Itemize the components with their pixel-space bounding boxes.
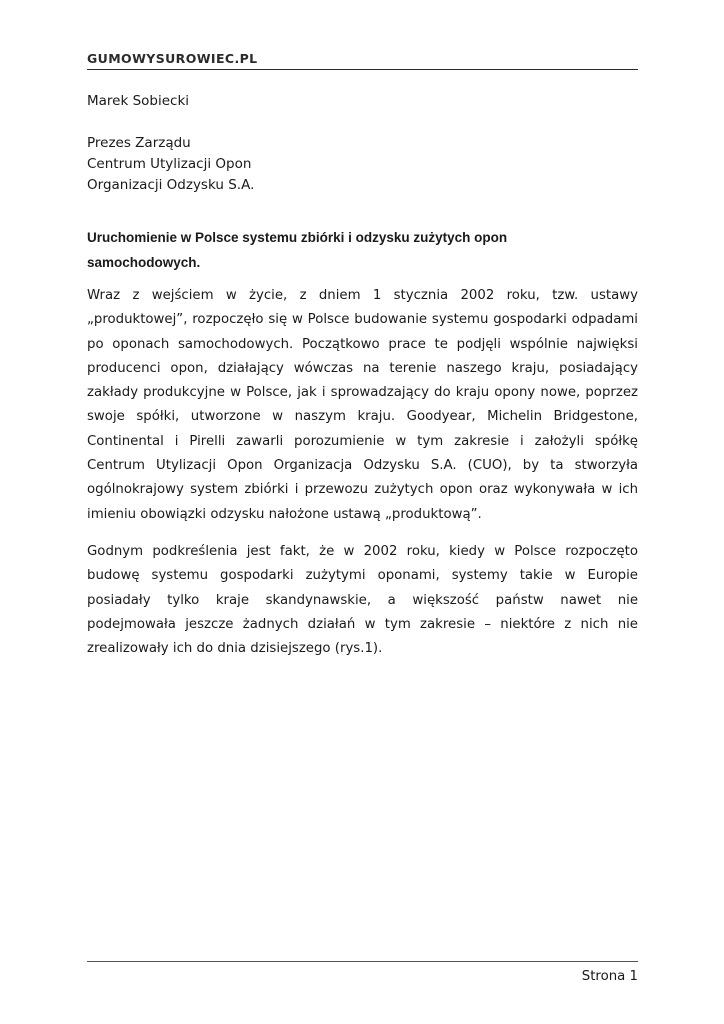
text-line: producenci opon, działający wówczas na terenie naszego kraju, posiadający bbox=[87, 360, 638, 376]
paragraph-2 bbox=[87, 540, 638, 661]
subject-line: Uruchomienie w Polsce systemu zbiórki i odzysku zużytych opon bbox=[87, 230, 508, 245]
text-line: „produktowej”, rozpoczęło się w Polsce budowanie systemu gospodarki odpadami bbox=[87, 312, 638, 328]
text-line: podejmowała jeszcze żadnych działań w tym zakresie – niektóre z nich nie bbox=[87, 616, 638, 632]
document-subject bbox=[87, 226, 638, 275]
text-line: Wraz z wejściem w życie, z dniem 1 stycznia 2002 roku, tzw. ustawy bbox=[87, 288, 638, 303]
recipient-title-line: Prezes Zarządu bbox=[87, 135, 191, 151]
document-page bbox=[87, 0, 638, 1024]
text-line: zrealizowały ich do dnia dzisiejszego (rys.1). bbox=[87, 641, 383, 657]
recipient-title-line: Centrum Utylizacji Opon bbox=[87, 156, 252, 172]
paragraph-1 bbox=[87, 284, 638, 527]
text-line: swoje spółki, utworzone w naszym kraju. Goodyear, Michelin Bridgestone, bbox=[87, 409, 638, 425]
text-line: budowę systemu gospodarki zużytymi oponami, systemy takie w Europie bbox=[87, 568, 638, 584]
text-line: po oponach samochodowych. Początkowo prace te podjęli wspólnie najwięksi bbox=[87, 336, 638, 352]
page-number: Strona 1 bbox=[581, 969, 638, 984]
text-line: ogólnokrajowy system zbiórki i przewozu zużytych opon oraz wykonywała w ich bbox=[87, 482, 638, 498]
text-line: Continental i Pirelli zawarli porozumienie w tym zakresie i założyli spółkę bbox=[87, 433, 638, 449]
text-line: zakłady produkcyjne w Polsce, jak i sprowadzający do kraju opony nowe, poprzez bbox=[87, 385, 638, 401]
recipient-name: Marek Sobiecki bbox=[87, 93, 190, 109]
recipient-title-line: Organizacji Odzysku S.A. bbox=[87, 177, 255, 193]
page-footer bbox=[87, 961, 638, 984]
text-line: posiadały tylko kraje skandynawskie, a większość państw nawet nie bbox=[87, 592, 638, 608]
site-brand: GUMOWYSUROWIEC.PL bbox=[87, 51, 258, 66]
text-line: Godnym podkreślenia jest fakt, że w 2002 roku, kiedy w Polsce rozpoczęto bbox=[87, 544, 638, 559]
page-header bbox=[87, 50, 638, 70]
text-line: Centrum Utylizacji Opon Organizacja Odzysku S.A. (CUO), by ta stworzyła bbox=[87, 458, 638, 474]
subject-line: samochodowych. bbox=[87, 254, 201, 270]
text-line: imieniu obowiązki odzysku nałożone ustawą „produktową”. bbox=[87, 506, 482, 522]
recipient-block bbox=[87, 91, 254, 196]
